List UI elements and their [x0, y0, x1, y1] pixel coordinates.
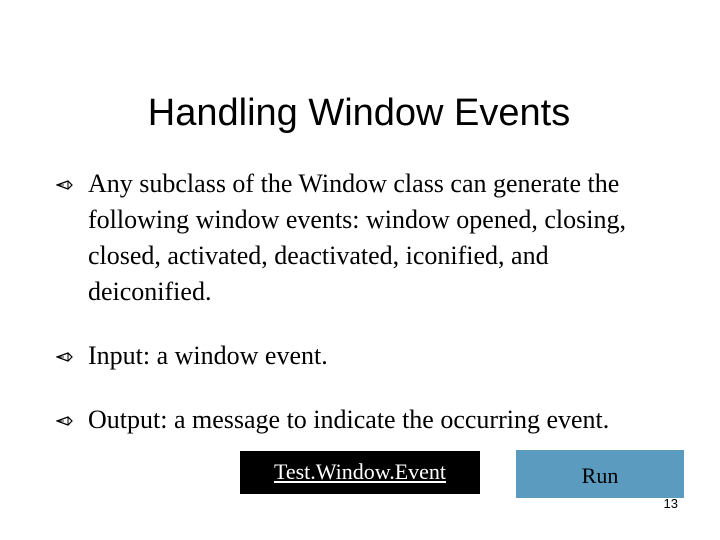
bullet-item: [56, 402, 676, 438]
bullet-item: [56, 166, 676, 310]
test-window-event-link[interactable]: Test.Window.Event: [273, 459, 447, 484]
pen-nib-bullet-icon: [56, 415, 74, 427]
bullet-text: Input: a window event.: [88, 341, 328, 370]
bullet-text: Output: a message to indicate the occurring event.: [88, 405, 610, 434]
run-button[interactable]: [516, 450, 684, 498]
pen-nib-bullet-icon: [56, 179, 74, 191]
pen-nib-bullet-icon: [56, 351, 74, 363]
bullet-item: [56, 338, 676, 374]
bullet-text: Any subclass of the Window class can generate the following window events: window opened, closing, closed, activated, deactivated, iconified, and deiconified.: [88, 169, 626, 306]
run-button-label: Run: [581, 463, 619, 488]
test-window-event-button[interactable]: [240, 451, 480, 494]
bullet-list: [56, 166, 676, 438]
page-number: 13: [663, 496, 678, 511]
slide-title: Handling Window Events: [147, 92, 571, 134]
